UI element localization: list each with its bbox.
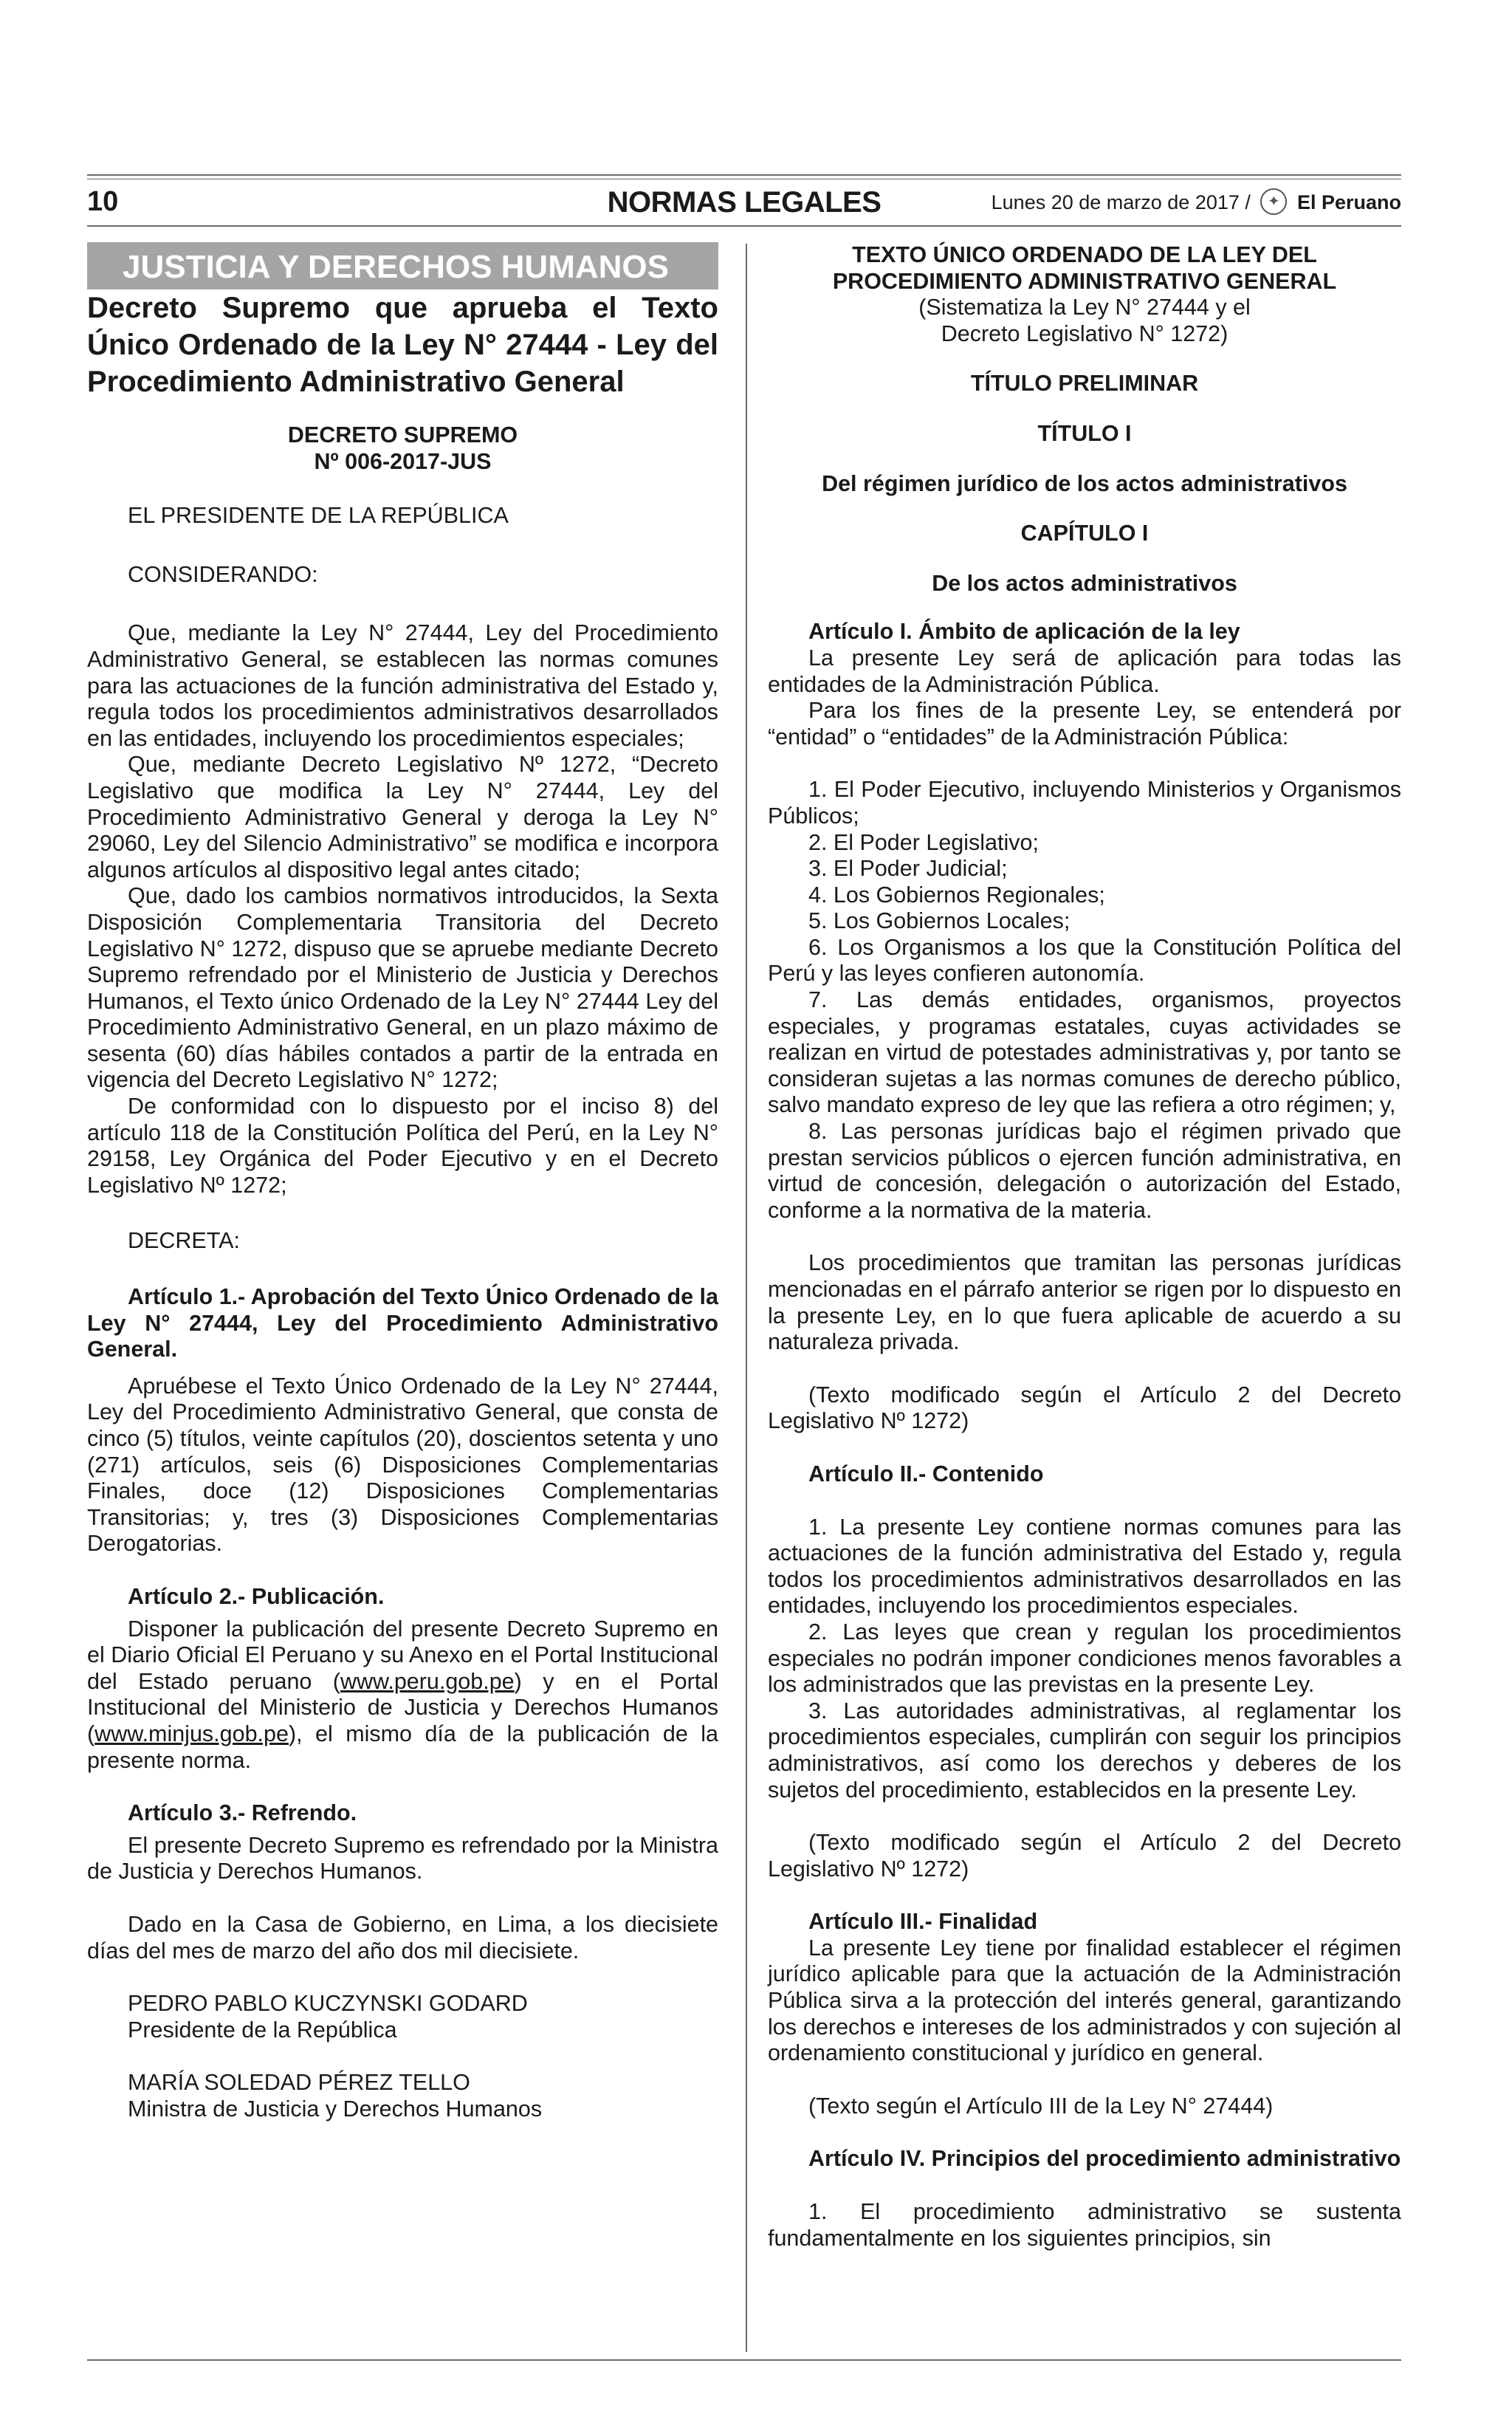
entity-item-6: 6. Los Organismos a los que la Constitución Política del Perú y las leyes confieren autonomía. (768, 934, 1401, 987)
actos-heading: De los actos administrativos (932, 570, 1237, 596)
column-divider (746, 244, 747, 2352)
article-2-text-b: ) y en el Portal Institucional del Ministerio de Justicia y Derechos Humanos ( (87, 1668, 718, 1746)
left-column (87, 242, 718, 2122)
tuo-heading-1: TEXTO ÚNICO ORDENADO DE LA LEY DEL (852, 242, 1317, 267)
coat-of-arms-icon: ✦ (1260, 188, 1287, 215)
signatory-1-name: PEDRO PABLO KUCZYNSKI GODARD (128, 1991, 528, 2017)
president-line: EL PRESIDENTE DE LA REPÚBLICA (128, 503, 509, 529)
article-2-text-c: ), el mismo día de la publicación de la presente norma. (87, 1721, 718, 1773)
source-note-3: (Texto según el Artículo III de la Ley N° 27444) (808, 2093, 1274, 2119)
article-ii-title: Artículo II.- Contenido (808, 1461, 1044, 1486)
entity-item-4: 4. Los Gobiernos Regionales; (808, 882, 1105, 908)
titulo-i: TÍTULO I (1037, 420, 1132, 446)
decree-number: Nº 006-2017-JUS (314, 448, 492, 474)
header-separator: / (1245, 191, 1251, 214)
decree-title: Decreto Supremo que aprueba el Texto Único Ordenado de la Ley N° 27444 - Ley del Procedimiento Administrativo General (87, 292, 718, 398)
page-header (87, 186, 1401, 223)
article-i-p2: Para los fines de la presente Ley, se entenderá por “entidad” o “entidades” de la Administración Pública: (768, 698, 1401, 750)
private-procedures-text: Los procedimientos que tramitan las personas jurídicas mencionadas en el párrafo anterior se rigen por lo dispuesto en la presente Ley, en lo que fuera aplicable de acuerdo a su naturaleza privada. (768, 1250, 1401, 1355)
bottom-rule (87, 2359, 1401, 2361)
entity-item-8: 8. Las personas jurídicas bajo el régimen privado que prestan servicios públicos o ejercen función administrativa, en virtud de concesión, delegación o autorización del Estado, conforme a la normativa de la materia. (768, 1119, 1401, 1223)
publication-date: Lunes 20 de marzo de 2017 (991, 191, 1240, 214)
link-peru-gob[interactable]: www.peru.gob.pe (340, 1668, 515, 1694)
article-ii-item-2: 2. Las leyes que crean y regulan los procedimientos especiales no podrán imponer condiciones menos favorables a los administrados que las previstas en la presente Ley. (768, 1619, 1401, 1698)
tuo-heading-2: PROCEDIMIENTO ADMINISTRATIVO GENERAL (832, 268, 1337, 294)
section-title: NORMAS LEGALES (607, 186, 882, 219)
article-iv-title: Artículo IV. Principios del procedimiento administrativo (808, 2146, 1401, 2172)
header-date-line (992, 191, 1401, 217)
signatory-2-name: MARÍA SOLEDAD PÉREZ TELLO (128, 2070, 470, 2096)
publication-name: El Peruano (1296, 191, 1401, 214)
article-1-text: Apruébese el Texto Único Ordenado de la Ley N° 27444, Ley del Procedimiento Administrativo General, que consta de cinco (5) títulos, veinte capítulos (20), doscientos setenta y uno (271) artículos, seis (6) Disposiciones Complementarias Finales, doce (12) Disposiciones Complementarias Transitorias; y, tres (3) Disposiciones Complementarias Derogatorias. (87, 1373, 718, 1557)
article-3-text: El presente Decreto Supremo es refrendado por la Ministra de Justicia y Derechos Humanos. (87, 1832, 718, 1884)
amendment-note-2: (Texto modificado según el Artículo 2 del Decreto Legislativo Nº 1272) (768, 1830, 1401, 1882)
article-i-p1: La presente Ley será de aplicación para todas las entidades de la Administración Pública. (768, 645, 1401, 697)
section-banner: JUSTICIA Y DERECHOS HUMANOS (87, 242, 718, 289)
entity-item-2: 2. El Poder Legislativo; (808, 829, 1039, 855)
article-iv-item-1: 1. El procedimiento administrativo se sustenta fundamentalmente en los siguientes principios, sin (768, 2199, 1401, 2251)
tuo-subheading-2: Decreto Legislativo N° 1272) (941, 320, 1228, 346)
signatory-1-role: Presidente de la República (128, 2017, 397, 2043)
regimen-heading: Del régimen jurídico de los actos administrativos (822, 470, 1347, 496)
titulo-preliminar: TÍTULO PRELIMINAR (970, 371, 1199, 397)
article-2-text-a: Disponer la publicación del presente Decreto Supremo en el Diario Oficial El Peruano y su Anexo en el Portal Institucional del Estado peruano ( (87, 1616, 718, 1694)
article-i-title: Artículo I. Ámbito de aplicación de la ley (808, 619, 1240, 645)
article-3-title: Artículo 3.- Refrendo. (128, 1800, 357, 1826)
article-2-title: Artículo 2.- Publicación. (128, 1583, 385, 1609)
decree-heading: DECRETO SUPREMO (287, 422, 518, 447)
considerando-p2: Que, mediante Decreto Legislativo Nº 1272, “Decreto Legislativo que modifica la Ley N° 27444, Ley del Procedimiento Administrativo General y deroga la Ley N° 29060, Ley del Silencio Administrativo” se modifica e incorpora algunos artículos al dispositivo legal antes citado; (87, 752, 718, 882)
entity-item-3: 3. El Poder Judicial; (808, 856, 1008, 882)
considerando-p1: Que, mediante la Ley N° 27444, Ley del Procedimiento Administrativo General, se establecen las normas comunes para las actuaciones de la función administrativa del Estado y, regula todos los procedimientos administrativos desarrollados en las entidades, incluyendo los procedimientos especiales; (87, 620, 718, 751)
dado-text: Dado en la Casa de Gobierno, en Lima, a los diecisiete días del mes de marzo del año dos mil diecisiete. (87, 1911, 718, 1964)
page-number: 10 (87, 186, 119, 217)
right-column (768, 242, 1401, 2251)
decreta-label: DECRETA: (128, 1228, 240, 1254)
top-rule (87, 174, 1401, 176)
capitulo-i: CAPÍTULO I (1020, 521, 1149, 546)
header-rule (87, 225, 1401, 227)
entity-item-5: 5. Los Gobiernos Locales; (808, 908, 1071, 934)
article-ii-item-1: 1. La presente Ley contiene normas comunes para las actuaciones de la función administrativa del Estado y, regula todos los procedimientos administrativos desarrollados en las entidades, incluyendo los procedimientos especiales. (768, 1514, 1401, 1619)
signatory-2-role: Ministra de Justicia y Derechos Humanos (128, 2096, 543, 2122)
considerando-p3: Que, dado los cambios normativos introducidos, la Sexta Disposición Complementaria Transitoria del Decreto Legislativo N° 1272, dispuso que se apruebe mediante Decreto Supremo refrendado por el Ministerio de Justicia y Derechos Humanos, el Texto único Ordenado de la Ley N° 27444 Ley del Procedimiento Administrativo General, en un plazo máximo de sesenta (60) días hábiles contados a partir de la entrada en vigencia del Decreto Legislativo N° 1272; (87, 883, 718, 1093)
article-2-text (87, 1616, 718, 1774)
considerando-p4: De conformidad con lo dispuesto por el inciso 8) del artículo 118 de la Constitución Política del Perú, en la Ley N° 29158, Ley Orgánica del Poder Ejecutivo y en el Decreto Legislativo Nº 1272; (87, 1094, 718, 1198)
article-1-title: Artículo 1.- Aprobación del Texto Único Ordenado de la Ley N° 27444, Ley del Procedimiento Administrativo General. (87, 1284, 718, 1362)
amendment-note-1: (Texto modificado según el Artículo 2 del Decreto Legislativo Nº 1272) (768, 1382, 1401, 1434)
entity-item-1: 1. El Poder Ejecutivo, incluyendo Ministerios y Organismos Públicos; (768, 777, 1401, 829)
link-minjus-gob[interactable]: www.minjus.gob.pe (94, 1721, 289, 1746)
article-iii-title: Artículo III.- Finalidad (808, 1909, 1038, 1935)
tuo-subheading-1: (Sistematiza la Ley N° 27444 y el (918, 295, 1251, 320)
considerando-label: CONSIDERANDO: (128, 561, 318, 587)
article-iii-text: La presente Ley tiene por finalidad establecer el régimen jurídico aplicable para que la actuación de la Administración Pública sirva a la protección del interés general, garantizando los derechos e intereses de los administrados y con sujeción al ordenamiento constitucional y jurídico en general. (768, 1935, 1401, 2066)
entity-item-7: 7. Las demás entidades, organismos, proyectos especiales, y programas estatales, cuyas actividades se realizan en virtud de potestades administrativas y, por tanto se consideran sujetas a las normas comunes de derecho público, salvo mandato expreso de ley que las refiera a otro régimen; y, (768, 987, 1401, 1118)
article-ii-item-3: 3. Las autoridades administrativas, al reglamentar los procedimientos especiales, cumplirán con seguir los principios administrativos, así como los derechos y deberes de los sujetos del procedimiento, establecidos en la presente Ley. (768, 1698, 1401, 1803)
